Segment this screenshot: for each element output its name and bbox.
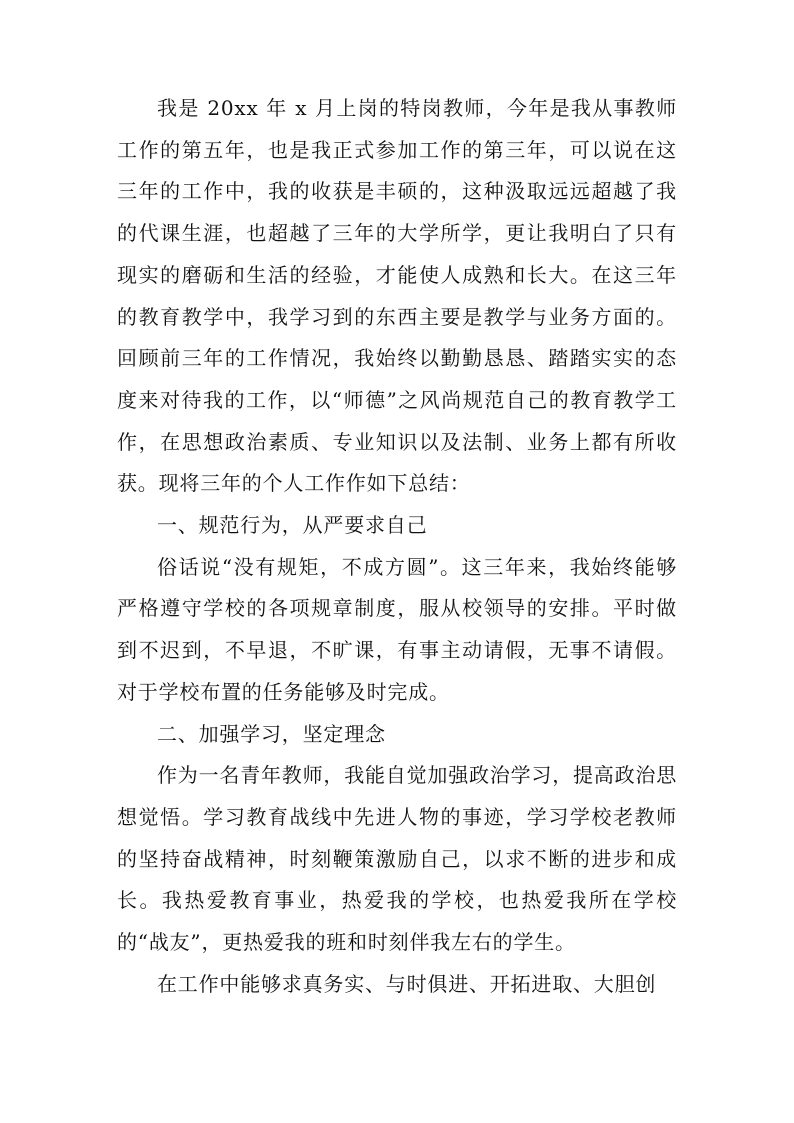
section-heading-1: 一、规范行为，从严要求自己 [157, 513, 428, 538]
section-2-paragraph-continued: 在工作中能够求真务实、与时俱进、开拓进取、大胆创 [157, 971, 657, 996]
section-heading-2: 二、加强学习，坚定理念 [157, 721, 386, 746]
section-2-paragraph: 作为一名青年教师，我能自觉加强政治学习，提高政治思想觉悟。学习教育战线中先进人物的事迹，学习学校老教师的坚持奋战精神，时刻鞭策激励自己，以求不断的进步和成长。我热爱教育事业，热爱我的学校，也热爱我所在学校的“战友”，更热爱我的班和时刻伴我左右的学生。 [117, 763, 677, 955]
document-body [117, 88, 677, 1005]
section-1-paragraph: 俗话说“没有规矩，不成方圆”。这三年来，我始终能够严格遵守学校的各项规章制度，服从校领导的安排。平时做到不迟到，不早退，不旷课，有事主动请假，无事不请假。对于学校布置的任务能够及时完成。 [117, 554, 677, 704]
intro-paragraph: 我是 20xx 年 x 月上岗的特岗教师，今年是我从事教师工作的第五年，也是我正式参加工作的第三年，可以说在这三年的工作中，我的收获是丰硕的，这种汲取远远超越了我的代课生涯，也超越了三年的大学所学，更让我明白了只有现实的磨砺和生活的经验，才能使人成熟和长大。在这三年的教育教学中，我学习到的东西主要是教学与业务方面的。回顾前三年的工作情况，我始终以勤勤恳恳、踏踏实实的态度来对待我的工作，以“师德”之风尚规范自己的教育教学工作，在思想政治素质、专业知识以及法制、业务上都有所收获。现将三年的个人工作作如下总结： [117, 96, 677, 496]
